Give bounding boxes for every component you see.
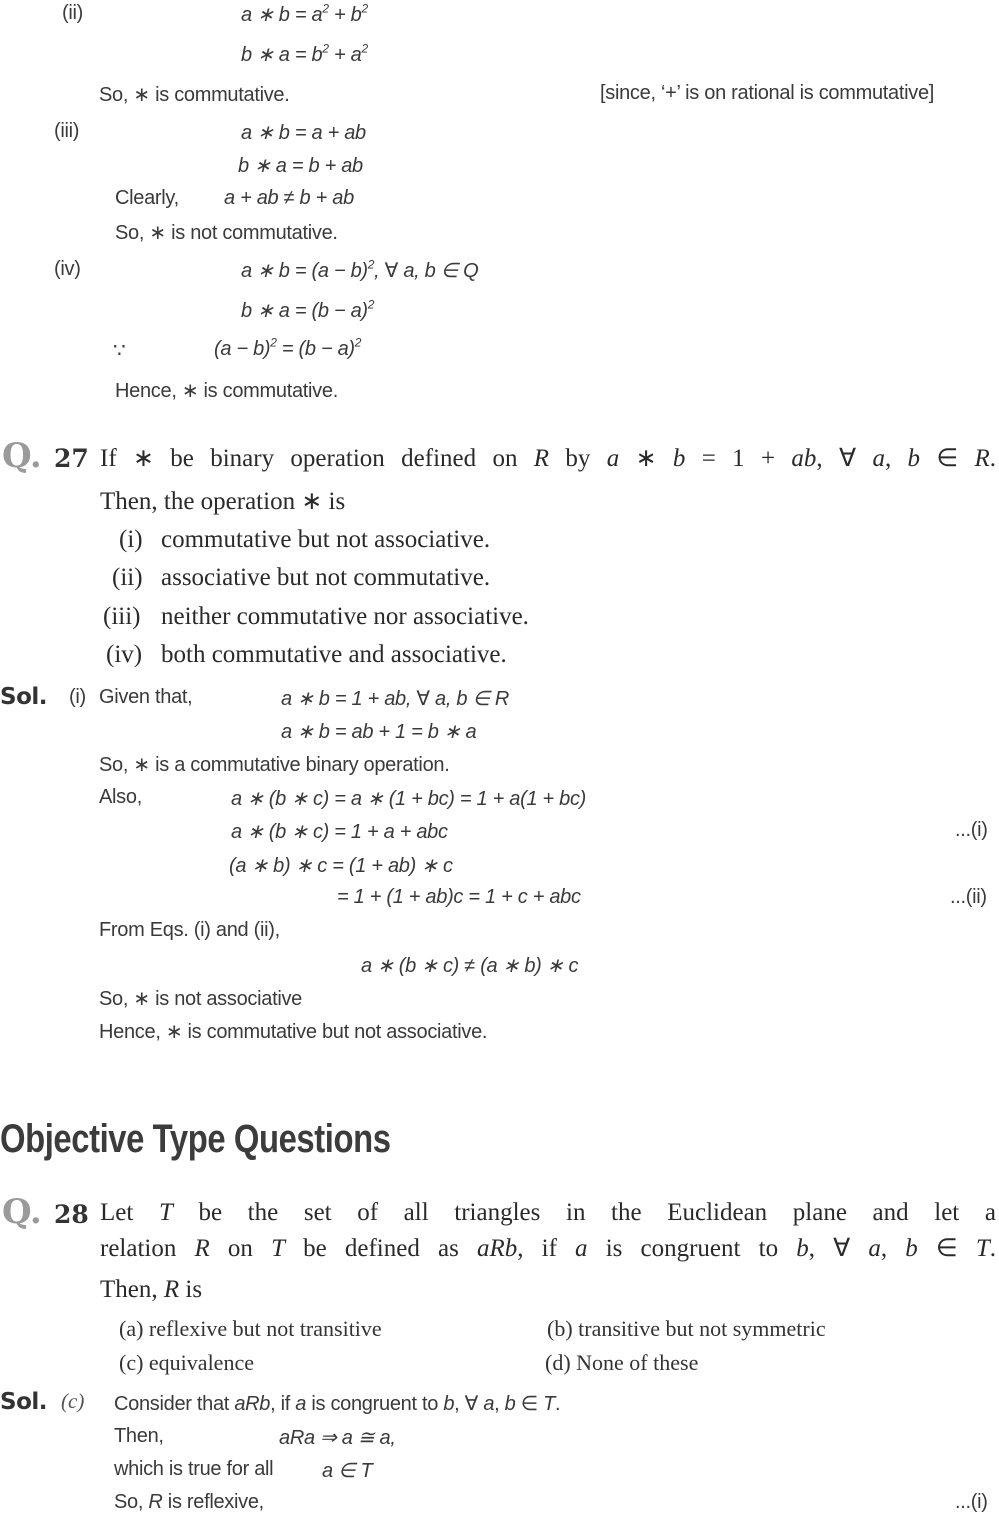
question-text: Then, the operation ∗ is — [100, 488, 346, 515]
equation: a ∗ (b ∗ c) = a ∗ (1 + bc) = 1 + a(1 + bc) — [231, 788, 587, 810]
equation: $(a - b)^2 = (b - a)^2$ — [214, 335, 362, 360]
equation: = 1 + (1 + ab)c = 1 + c + abc — [337, 886, 581, 908]
given-label: Given that, — [99, 686, 193, 708]
part-label-iv: (iv) — [54, 258, 81, 280]
equation: a ∗ b = a + ab — [241, 122, 366, 144]
option-label: (a) — [119, 1316, 144, 1341]
equation: (a ∗ b) ∗ c = (1 + ab) ∗ c — [229, 855, 453, 877]
option-label: (iii) — [103, 603, 141, 630]
option-label: (b) — [547, 1316, 573, 1341]
answer-label: (c) — [61, 1389, 85, 1413]
equation: a ∗ $b = a^2 + b^2$ — [241, 1, 368, 26]
option-label: (d) — [545, 1350, 571, 1375]
part-label-iii: (iii) — [54, 120, 80, 142]
question-text: Let T be the set of all triangles in the Euclidean plane and let a — [100, 1199, 996, 1226]
option-text: equivalence — [148, 1350, 254, 1375]
then-label: Then, — [114, 1425, 164, 1447]
statement: Consider that aRb, if a is congruent to b, ∀ a, b ∈ T. — [114, 1393, 561, 1415]
q-mark: Q. — [2, 1192, 42, 1232]
option-d — [545, 1350, 698, 1376]
option-a — [119, 1316, 382, 1342]
equation: b ∗ a = b + ab — [238, 155, 363, 177]
equation: a ∗ b = ab + 1 = b ∗ a — [281, 721, 477, 743]
option-label: (i) — [119, 526, 143, 553]
conclusion: Hence, ∗ is commutative. — [115, 380, 338, 402]
option-label: (ii) — [112, 564, 143, 591]
option-text: reflexive but not transitive — [148, 1316, 382, 1341]
equation: a ∈ T — [322, 1460, 373, 1482]
also-label: Also, — [99, 786, 142, 808]
statement: So, ∗ is a commutative binary operation. — [99, 754, 450, 776]
conclusion: So, ∗ is not commutative. — [115, 222, 338, 244]
question-number: 27 — [54, 444, 89, 473]
equation: b ∗ $a = (b - a)^2$ — [241, 297, 375, 322]
statement: From Eqs. (i) and (ii), — [99, 919, 280, 941]
question-text: relation R on T be defined as aRb, if a is congruent to b, ∀ a, b ∈ T. — [100, 1235, 997, 1262]
option-text: both commutative and associative. — [161, 641, 507, 668]
option-text: associative but not commutative. — [161, 564, 491, 591]
equation-tag: ...(i) — [955, 1491, 988, 1513]
statement: which is true for all — [114, 1458, 274, 1480]
option-c — [119, 1350, 254, 1376]
equation-tag: ...(i) — [955, 819, 988, 841]
option-text: neither commutative nor associative. — [161, 603, 529, 630]
option-b — [547, 1316, 826, 1342]
option-text: transitive but not symmetric — [578, 1316, 826, 1341]
option-text: commutative but not associative. — [161, 526, 491, 553]
statement: Hence, ∗ is commutative but not associative. — [99, 1021, 488, 1043]
equation: a ∗ $b = (a - b)^2$, ∀ a, b ∈ Q — [241, 257, 479, 282]
question-text: Then, R is — [100, 1276, 203, 1303]
conclusion: So, ∗ is commutative. — [99, 84, 290, 106]
q-mark: Q. — [2, 436, 42, 476]
option-label: (iv) — [106, 641, 143, 668]
sol-label: Sol. — [0, 684, 47, 710]
statement: So, R is reflexive, — [114, 1491, 264, 1513]
equation: a ∗ (b ∗ c) = 1 + a + abc — [231, 821, 448, 843]
equation-tag: ...(ii) — [950, 886, 987, 908]
equation: a ∗ b = 1 + ab, ∀ a, b ∈ R — [281, 688, 509, 710]
option-label: (c) — [119, 1350, 144, 1375]
question-text: If ∗ be binary operation defined on R by a ∗ b = 1 + ab, ∀ a, b ∈ R. — [100, 445, 997, 472]
clearly-label: Clearly, — [115, 187, 179, 209]
equation: b ∗ $a = b^2 + a^2$ — [241, 41, 368, 66]
because-symbol: ∵ — [113, 340, 126, 362]
statement: So, ∗ is not associative — [99, 988, 302, 1010]
note: [since, ‘+’ is on rational is commutative] — [600, 82, 935, 104]
answer-label: (i) — [69, 686, 86, 708]
part-label-ii: (ii) — [62, 2, 84, 24]
section-heading: Objective Type Questions — [0, 1117, 391, 1161]
equation: aRa ⇒ a ≅ a, — [279, 1427, 396, 1449]
equation: a + ab ≠ b + ab — [224, 187, 354, 209]
question-number: 28 — [54, 1200, 89, 1229]
equation: a ∗ (b ∗ c) ≠ (a ∗ b) ∗ c — [361, 955, 579, 977]
option-text: None of these — [576, 1350, 699, 1375]
sol-label: Sol. — [0, 1389, 47, 1415]
